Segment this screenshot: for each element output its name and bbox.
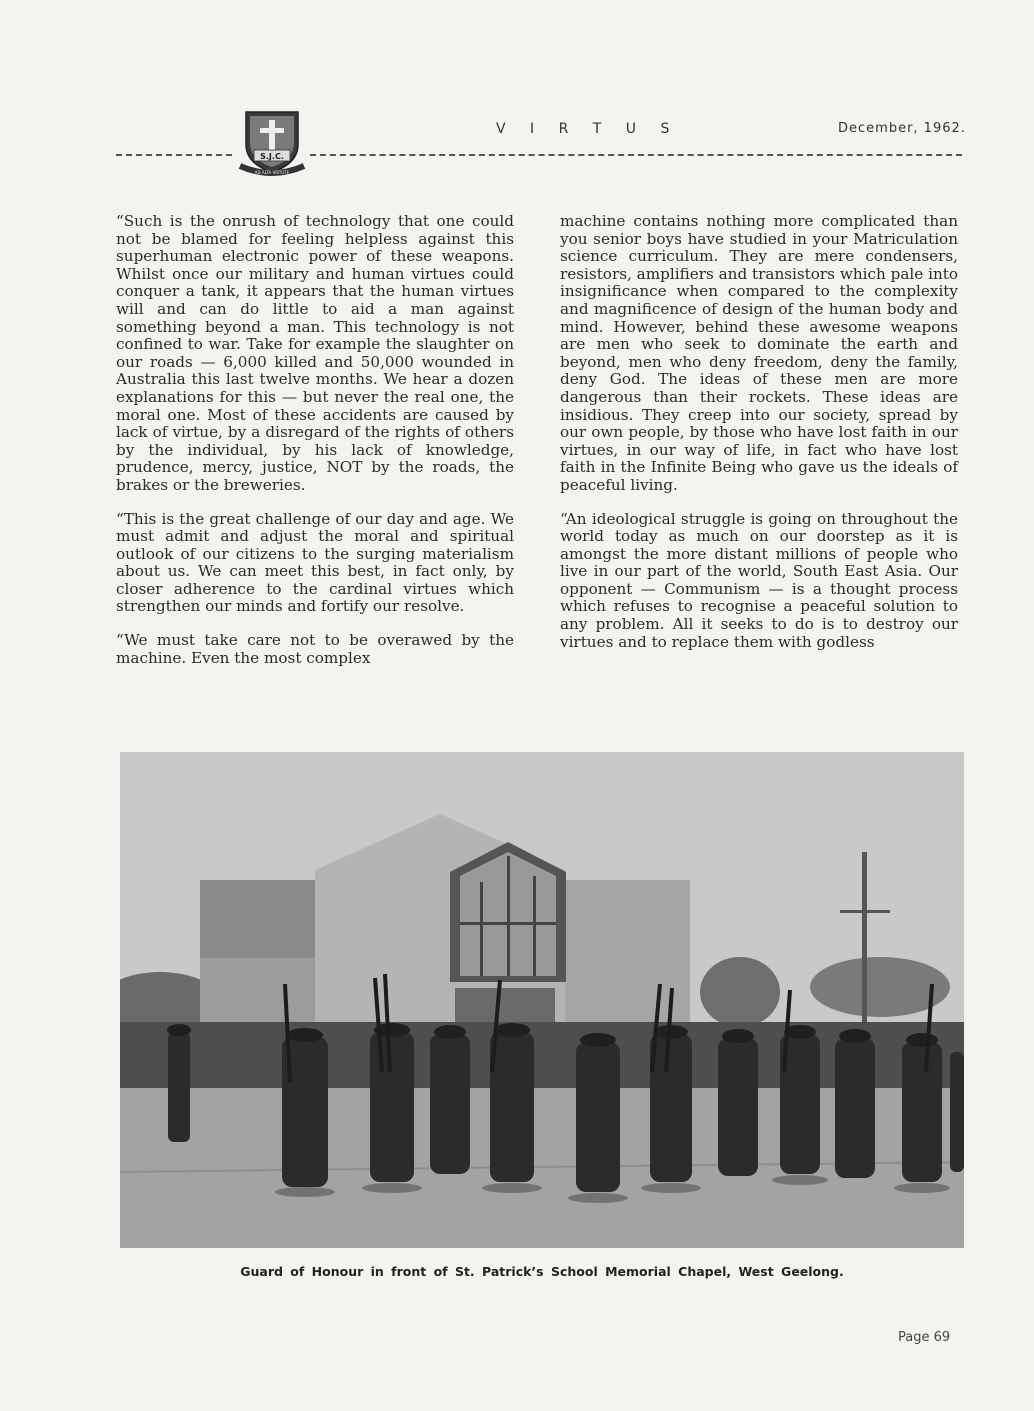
chapel-photograph <box>120 752 964 1248</box>
article-column-right <box>560 213 958 667</box>
article-column-left <box>116 213 514 683</box>
paragraph: machine contains nothing more complicated than you senior boys have studied in your Matriculation science curriculum. They are mere condensers, resistors, amplifiers and transistors which pale into insignificance when compared to the complexity and magnificence of design of the human body and mind. However, behind these awesome weapons are men who seek to dominate the earth and beyond, men who deny freedom, deny the family, deny God. The ideas of these men are more dangerous than their rockets. These ideas are insidious. They creep into our society, spread by our own people, by those who have lost faith in our virtues, in our way of life, in fact who have lost faith in the Infinite Being who gave us the ideals of peaceful living. <box>560 212 958 494</box>
header-rule-left <box>116 154 232 156</box>
svg-text:S.J.C.: S.J.C. <box>260 152 284 161</box>
issue-date: December, 1962. <box>838 121 966 136</box>
page-header <box>0 100 1034 180</box>
header-rule-right <box>310 154 962 156</box>
photo-caption: Guard of Honour in front of St. Patrick’s School Memorial Chapel, West Geelong. <box>240 1264 844 1279</box>
svg-text:AD ALTA VIRTUTE: AD ALTA VIRTUTE <box>254 170 290 175</box>
paragraph: “An ideological struggle is going on throughout the world today as much on our doorstep as it is amongst the more distant millions of people who live in our part of the world, South East Asia. Our opponent — Communism — is a thought process which refuses to recognise a peaceful solution to any problem. All it seeks to do is to destroy our virtues and to replace them with godless <box>560 509 958 651</box>
paragraph: “Such is the onrush of technology that one could not be blamed for feeling helpless against this superhuman electronic power of these weapons. Whilst once our military and human virtues could conquer a tank, it appears that the human virtues will and can do little to aid a man against something beyond a man. This technology is not confined to war. Take for example the slaughter on our roads — 6,000 killed and 50,000 wounded in Australia this last twelve months. We hear a dozen explanations for this — but never the real one, the moral one. Most of these accidents are caused by lack of virtue, by a disregard of the rights of others by the individual, by his lack of knowledge, prudence, mercy, justice, NOT by the roads, the brakes or the breweries. <box>116 212 514 494</box>
page-number: Page 69 <box>898 1330 951 1345</box>
paragraph: “We must take care not to be overawed by the machine. Even the most complex <box>116 631 514 667</box>
school-crest-icon <box>236 106 308 178</box>
magazine-title: V I R T U S <box>496 121 680 137</box>
paragraph: “This is the great challenge of our day and age. We must admit and adjust the moral and spiritual outlook of our citizens to the surging materialism about us. We can meet this best, in fact only, by closer adherence to the cardinal virtues which strengthen our minds and fortify our resolve. <box>116 509 514 616</box>
